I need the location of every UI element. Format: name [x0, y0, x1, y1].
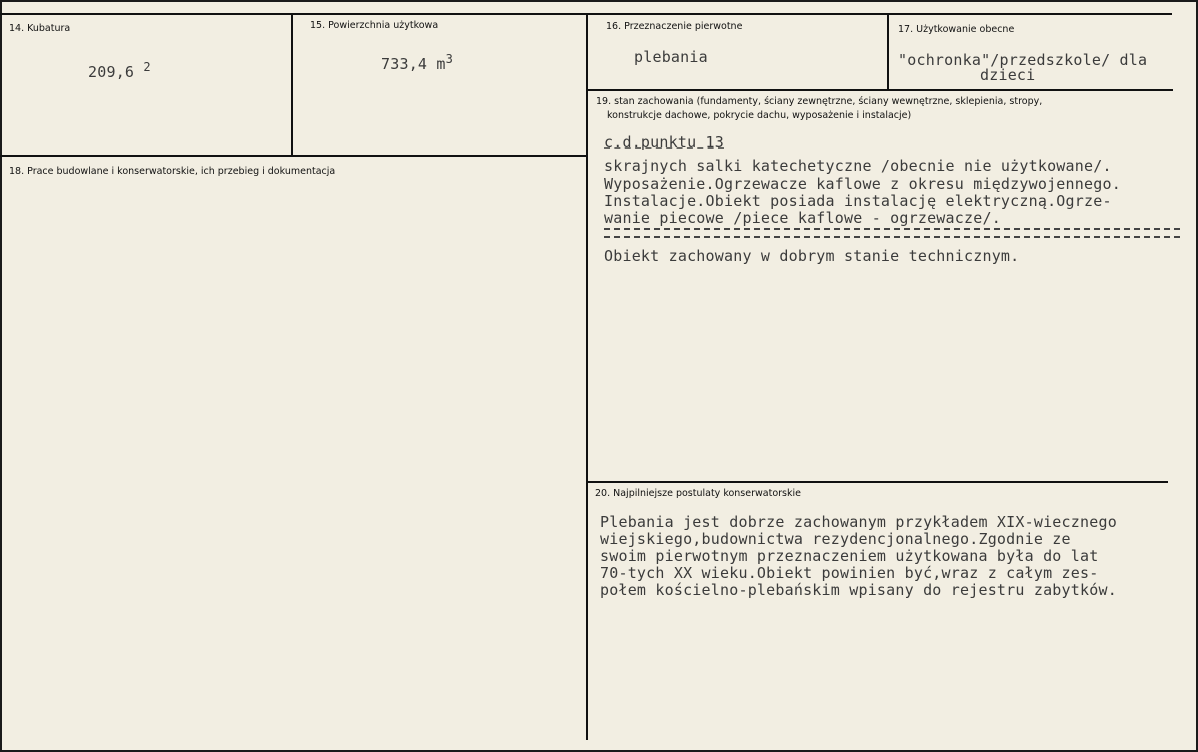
field-20-line: połem kościelno-plebańskim wpisany do rejestru zabytków.	[600, 581, 1117, 599]
field-19-summary: Obiekt zachowany w dobrym stanie technicznym.	[604, 247, 1020, 265]
field-17-line2: dzieci	[980, 66, 1036, 84]
field-15-sup: 3	[445, 52, 454, 66]
field-20-line: Plebania jest dobrze zachowanym przykładem XIX-wiecznego	[600, 513, 1117, 531]
rule-above-20	[588, 481, 1168, 483]
field-19-dashed-separator-2	[604, 236, 1180, 238]
field-15-label: 15. Powierzchnia użytkowa	[310, 20, 439, 31]
field-16-value: plebania	[634, 48, 708, 66]
field-14-number: 209,6	[88, 63, 135, 81]
field-19-line: Instalacje.Obiekt posiada instalację elektryczną.Ogrze-	[604, 192, 1112, 210]
field-16-label: 16. Przeznaczenie pierwotne	[606, 21, 743, 32]
field-15-value	[381, 52, 453, 73]
field-19-line: wanie piecowe /piece kaflowe - ogrzewacze/.	[604, 209, 1001, 227]
rule-under-14-15	[0, 155, 588, 157]
field-14-value	[88, 60, 151, 81]
field-15-number: 733,4 m	[381, 55, 446, 73]
divider-16-17	[887, 13, 889, 89]
center-divider	[586, 13, 588, 740]
field-17-line1: "ochronka"/przedszkole/ dla	[898, 51, 1148, 69]
field-14-label: 14. Kubatura	[9, 23, 71, 34]
field-19-heading: c.d.punktu 13	[604, 133, 724, 151]
divider-14-15	[291, 13, 293, 156]
field-19-label-line2: konstrukcje dachowe, pokrycie dachu, wyposażenie i instalacje)	[607, 110, 912, 121]
field-20-label: 20. Najpilniejsze postulaty konserwatorskie	[595, 488, 801, 499]
field-18-label: 18. Prace budowlane i konserwatorskie, ich przebieg i dokumentacja	[9, 166, 336, 177]
field-14-sup: 2	[143, 60, 151, 74]
field-20-line: swoim pierwotnym przeznaczeniem użytkowana była do lat	[600, 547, 1099, 565]
rule-under-16-17	[586, 89, 1173, 91]
field-19-line: skrajnych salki katechetyczne /obecnie nie użytkowane/.	[604, 157, 1112, 175]
field-19-dashed-separator-1	[604, 228, 1180, 230]
field-19-label-line1: 19. stan zachowania (fundamenty, ściany zewnętrzne, ściany wewnętrzne, sklepienia, stropy,	[596, 96, 1043, 107]
field-17-label: 17. Użytkowanie obecne	[898, 24, 1015, 35]
field-20-line: 70-tych XX wieku.Obiekt powinien być,wraz z całym zes-	[600, 564, 1099, 582]
field-20-line: wiejskiego,budownictwa rezydencjonalnego.Zgodnie ze	[600, 530, 1071, 548]
field-19-line: Wyposażenie.Ogrzewacze kaflowe z okresu międzywojennego.	[604, 175, 1121, 193]
